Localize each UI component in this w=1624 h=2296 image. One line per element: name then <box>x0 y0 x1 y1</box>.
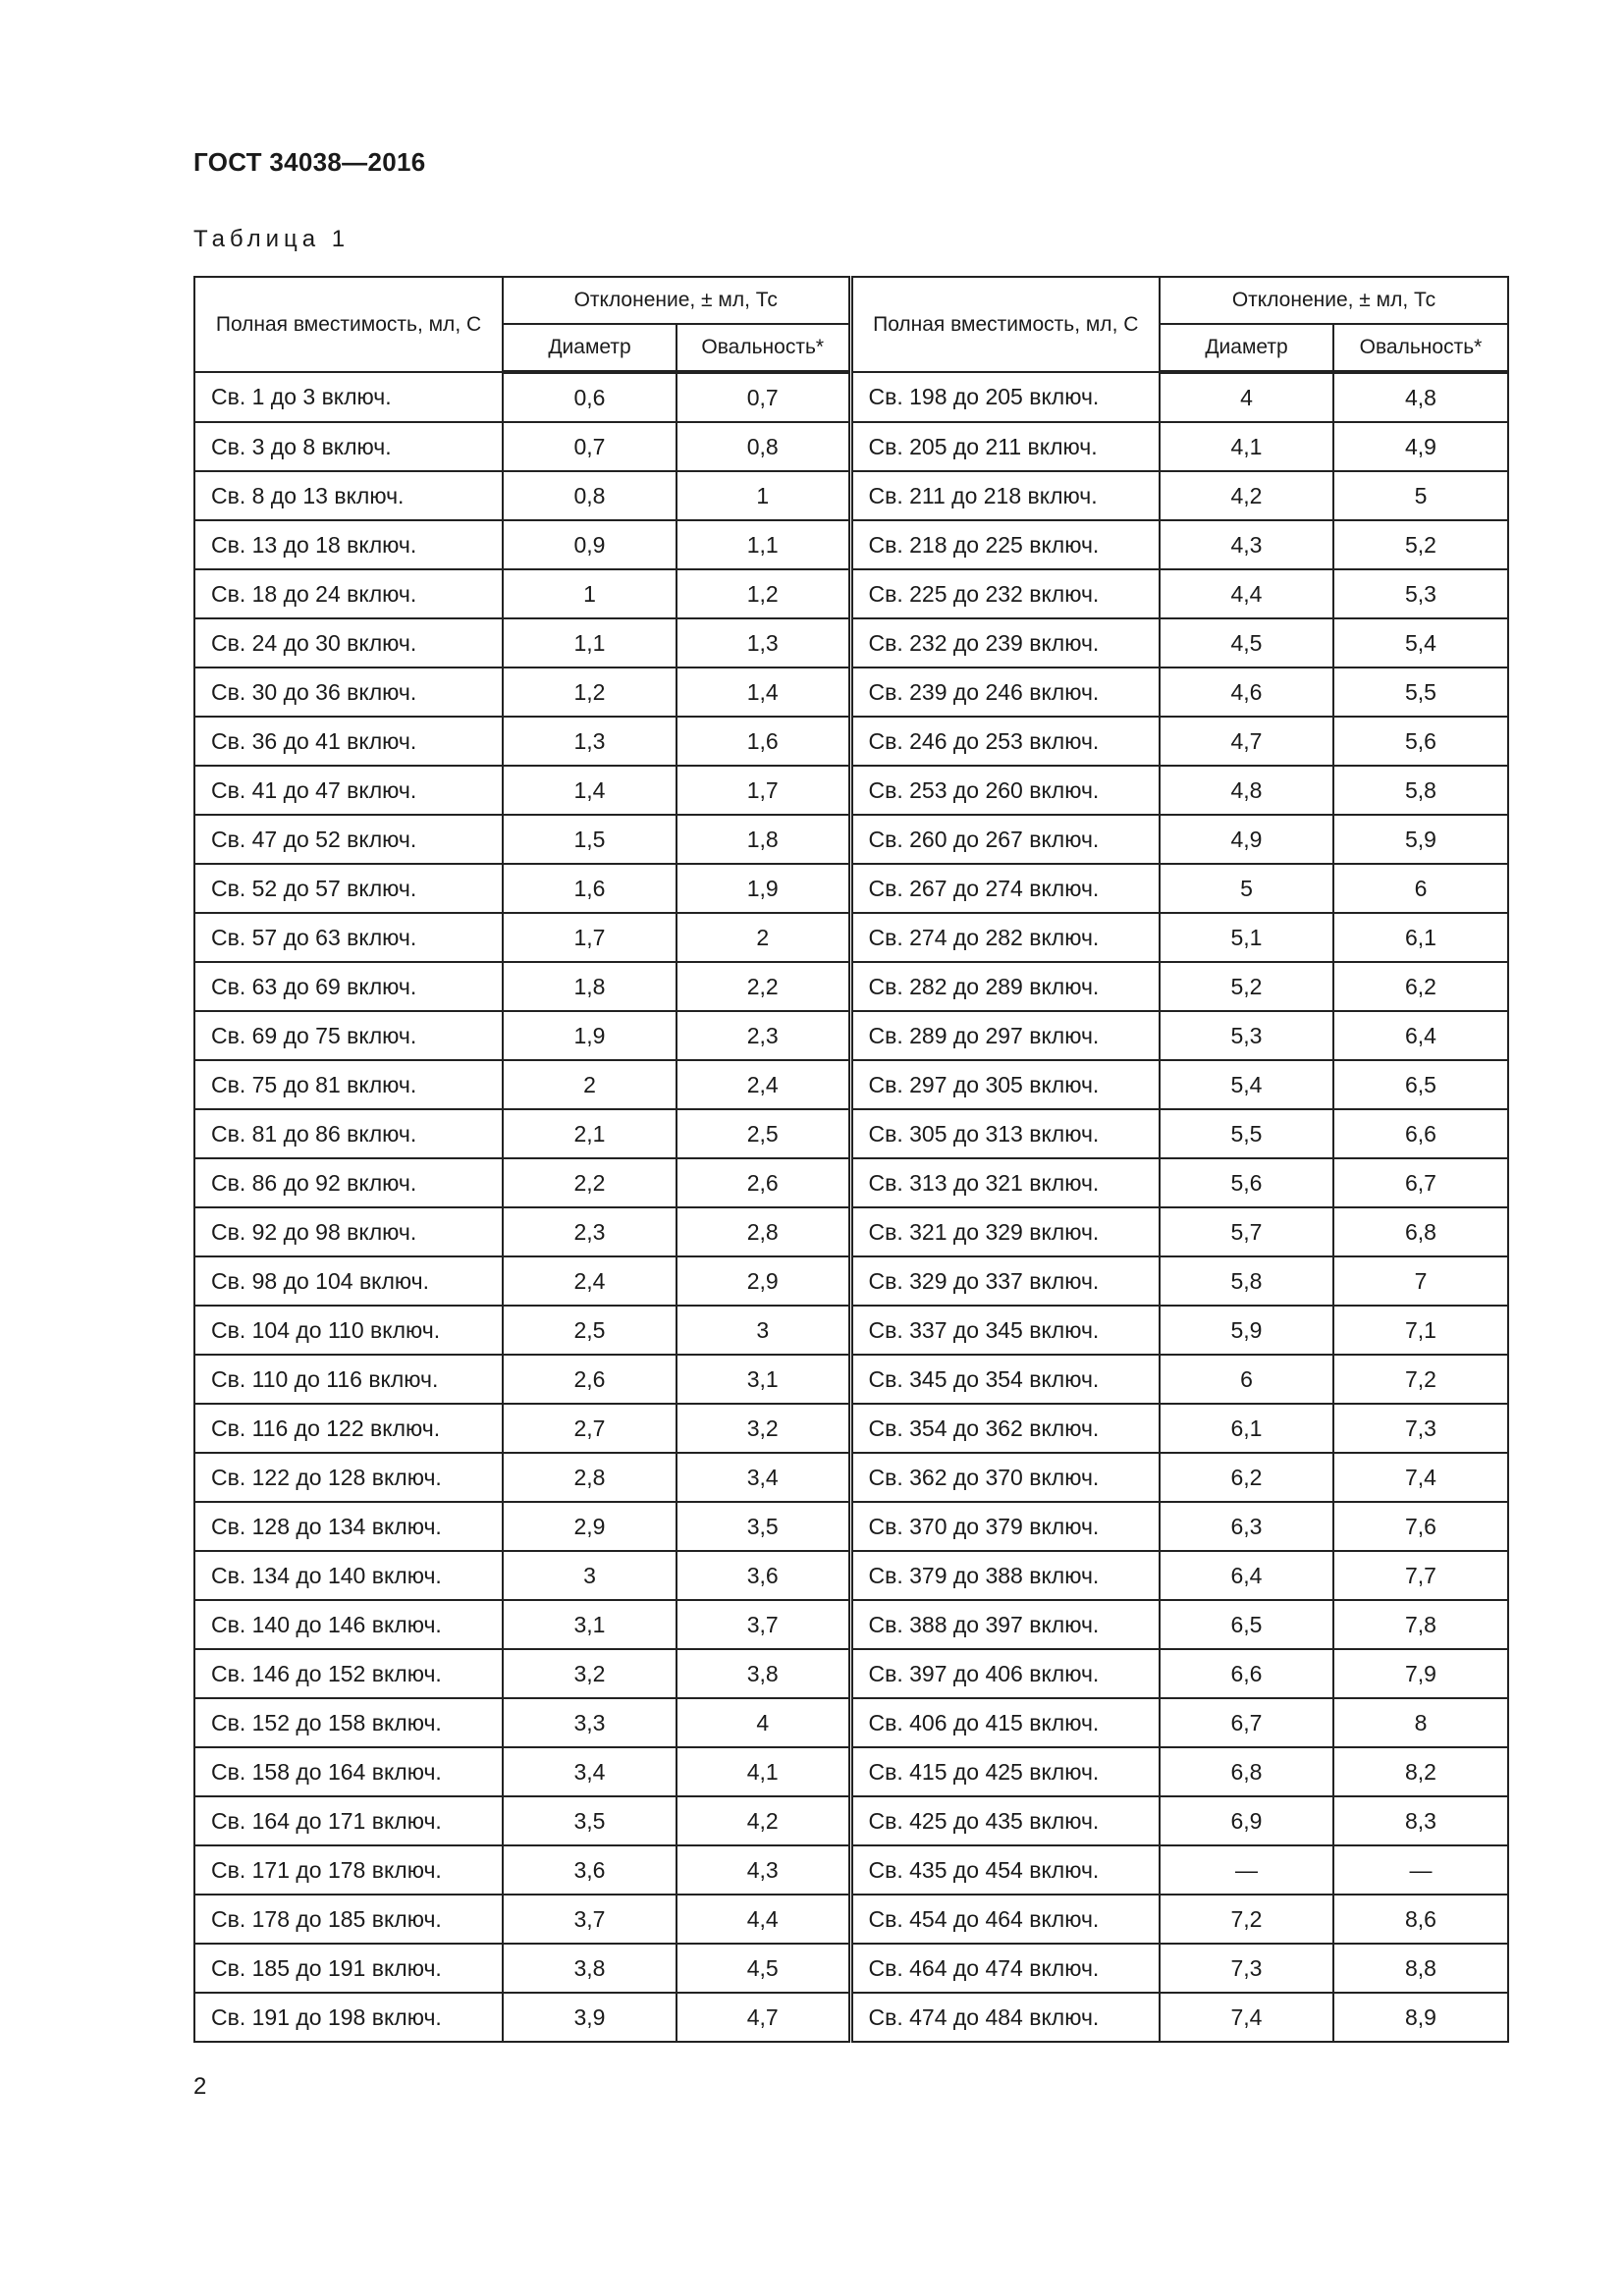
diameter-cell: 6 <box>1160 1355 1333 1404</box>
capacity-cell: Св. 185 до 191 включ. <box>194 1944 503 1993</box>
diameter-cell: 6,8 <box>1160 1747 1333 1796</box>
capacity-cell: Св. 122 до 128 включ. <box>194 1453 503 1502</box>
capacity-cell: Св. 406 до 415 включ. <box>850 1698 1160 1747</box>
ovality-cell: 7,2 <box>1333 1355 1508 1404</box>
ovality-cell: 1,7 <box>677 766 850 815</box>
diameter-cell: 3,4 <box>503 1747 677 1796</box>
capacity-cell: Св. 362 до 370 включ. <box>850 1453 1160 1502</box>
capacity-cell: Св. 3 до 8 включ. <box>194 422 503 471</box>
table-header <box>194 277 1508 372</box>
capacity-cell: Св. 24 до 30 включ. <box>194 618 503 667</box>
diameter-cell: — <box>1160 1845 1333 1895</box>
ovality-cell: 4,7 <box>677 1993 850 2042</box>
ovality-cell: 3,8 <box>677 1649 850 1698</box>
ovality-cell: 3,4 <box>677 1453 850 1502</box>
table-row <box>194 766 1508 815</box>
diameter-cell: 2,5 <box>503 1306 677 1355</box>
table-row <box>194 913 1508 962</box>
capacity-cell: Св. 52 до 57 включ. <box>194 864 503 913</box>
table-row <box>194 1256 1508 1306</box>
capacity-cell: Св. 260 до 267 включ. <box>850 815 1160 864</box>
ovality-cell: 2,4 <box>677 1060 850 1109</box>
capacity-cell: Св. 146 до 152 включ. <box>194 1649 503 1698</box>
ovality-cell: 1,4 <box>677 667 850 717</box>
capacity-cell: Св. 178 до 185 включ. <box>194 1895 503 1944</box>
diameter-cell: 0,8 <box>503 471 677 520</box>
capacity-cell: Св. 164 до 171 включ. <box>194 1796 503 1845</box>
table-row <box>194 1060 1508 1109</box>
capacity-cell: Св. 205 до 211 включ. <box>850 422 1160 471</box>
diameter-cell: 6,5 <box>1160 1600 1333 1649</box>
table-row <box>194 1404 1508 1453</box>
capacity-cell: Св. 305 до 313 включ. <box>850 1109 1160 1158</box>
ovality-cell: 2,6 <box>677 1158 850 1207</box>
diameter-cell: 5,7 <box>1160 1207 1333 1256</box>
diameter-cell: 4 <box>1160 372 1333 422</box>
header-diameter-right: Диаметр <box>1160 324 1333 372</box>
ovality-cell: — <box>1333 1845 1508 1895</box>
capacity-cell: Св. 8 до 13 включ. <box>194 471 503 520</box>
ovality-cell: 2,2 <box>677 962 850 1011</box>
table-row <box>194 1747 1508 1796</box>
diameter-cell: 5 <box>1160 864 1333 913</box>
diameter-cell: 3,1 <box>503 1600 677 1649</box>
table-row <box>194 1993 1508 2042</box>
ovality-cell: 6,6 <box>1333 1109 1508 1158</box>
ovality-cell: 5,3 <box>1333 569 1508 618</box>
ovality-cell: 7,6 <box>1333 1502 1508 1551</box>
ovality-cell: 6,1 <box>1333 913 1508 962</box>
capacity-cell: Св. 152 до 158 включ. <box>194 1698 503 1747</box>
ovality-cell: 2,9 <box>677 1256 850 1306</box>
table-row <box>194 569 1508 618</box>
diameter-cell: 6,6 <box>1160 1649 1333 1698</box>
table-row <box>194 717 1508 766</box>
capacity-cell: Св. 218 до 225 включ. <box>850 520 1160 569</box>
table-row <box>194 1698 1508 1747</box>
diameter-cell: 2 <box>503 1060 677 1109</box>
table-row <box>194 1355 1508 1404</box>
ovality-cell: 5,4 <box>1333 618 1508 667</box>
capacity-cell: Св. 345 до 354 включ. <box>850 1355 1160 1404</box>
ovality-cell: 6,7 <box>1333 1158 1508 1207</box>
capacity-cell: Св. 104 до 110 включ. <box>194 1306 503 1355</box>
capacity-cell: Св. 388 до 397 включ. <box>850 1600 1160 1649</box>
capacity-cell: Св. 198 до 205 включ. <box>850 372 1160 422</box>
capacity-cell: Св. 158 до 164 включ. <box>194 1747 503 1796</box>
ovality-cell: 0,8 <box>677 422 850 471</box>
capacity-cell: Св. 225 до 232 включ. <box>850 569 1160 618</box>
capacity-cell: Св. 191 до 198 включ. <box>194 1993 503 2042</box>
capacity-cell: Св. 47 до 52 включ. <box>194 815 503 864</box>
ovality-cell: 8,3 <box>1333 1796 1508 1845</box>
capacity-cell: Св. 464 до 474 включ. <box>850 1944 1160 1993</box>
capacity-cell: Св. 474 до 484 включ. <box>850 1993 1160 2042</box>
capacity-cell: Св. 282 до 289 включ. <box>850 962 1160 1011</box>
diameter-cell: 4,9 <box>1160 815 1333 864</box>
ovality-cell: 5 <box>1333 471 1508 520</box>
diameter-cell: 2,3 <box>503 1207 677 1256</box>
table-row <box>194 618 1508 667</box>
ovality-cell: 7,1 <box>1333 1306 1508 1355</box>
diameter-cell: 6,9 <box>1160 1796 1333 1845</box>
table-row <box>194 864 1508 913</box>
ovality-cell: 5,6 <box>1333 717 1508 766</box>
diameter-cell: 4,7 <box>1160 717 1333 766</box>
ovality-cell: 6,5 <box>1333 1060 1508 1109</box>
ovality-cell: 5,8 <box>1333 766 1508 815</box>
ovality-cell: 1,8 <box>677 815 850 864</box>
ovality-cell: 4,8 <box>1333 372 1508 422</box>
diameter-cell: 5,6 <box>1160 1158 1333 1207</box>
ovality-cell: 1,6 <box>677 717 850 766</box>
diameter-cell: 1,6 <box>503 864 677 913</box>
ovality-cell: 5,9 <box>1333 815 1508 864</box>
diameter-cell: 3,6 <box>503 1845 677 1895</box>
capacity-cell: Св. 81 до 86 включ. <box>194 1109 503 1158</box>
table-row <box>194 1011 1508 1060</box>
capacity-cell: Св. 297 до 305 включ. <box>850 1060 1160 1109</box>
diameter-cell: 2,4 <box>503 1256 677 1306</box>
diameter-cell: 3,2 <box>503 1649 677 1698</box>
capacity-cell: Св. 30 до 36 включ. <box>194 667 503 717</box>
table-container <box>193 276 1507 2043</box>
capacity-cell: Св. 337 до 345 включ. <box>850 1306 1160 1355</box>
ovality-cell: 3,6 <box>677 1551 850 1600</box>
capacity-cell: Св. 370 до 379 включ. <box>850 1502 1160 1551</box>
ovality-cell: 2,3 <box>677 1011 850 1060</box>
table-row <box>194 1207 1508 1256</box>
capacity-cell: Св. 134 до 140 включ. <box>194 1551 503 1600</box>
table-row <box>194 520 1508 569</box>
capacity-cell: Св. 128 до 134 включ. <box>194 1502 503 1551</box>
capacity-cell: Св. 415 до 425 включ. <box>850 1747 1160 1796</box>
ovality-cell: 6,4 <box>1333 1011 1508 1060</box>
diameter-cell: 5,8 <box>1160 1256 1333 1306</box>
diameter-cell: 1,1 <box>503 618 677 667</box>
diameter-cell: 5,3 <box>1160 1011 1333 1060</box>
diameter-cell: 3,3 <box>503 1698 677 1747</box>
table-row <box>194 471 1508 520</box>
diameter-cell: 7,3 <box>1160 1944 1333 1993</box>
document-title: ГОСТ 34038—2016 <box>193 147 426 177</box>
diameter-cell: 3,7 <box>503 1895 677 1944</box>
ovality-cell: 3,5 <box>677 1502 850 1551</box>
table-row <box>194 1551 1508 1600</box>
capacity-cell: Св. 321 до 329 включ. <box>850 1207 1160 1256</box>
capacity-cell: Св. 246 до 253 включ. <box>850 717 1160 766</box>
ovality-cell: 1,2 <box>677 569 850 618</box>
ovality-cell: 3 <box>677 1306 850 1355</box>
ovality-cell: 1,3 <box>677 618 850 667</box>
ovality-cell: 5,5 <box>1333 667 1508 717</box>
diameter-cell: 6,2 <box>1160 1453 1333 1502</box>
diameter-cell: 4,5 <box>1160 618 1333 667</box>
ovality-cell: 4,9 <box>1333 422 1508 471</box>
ovality-cell: 4,4 <box>677 1895 850 1944</box>
ovality-cell: 3,2 <box>677 1404 850 1453</box>
table-row <box>194 1306 1508 1355</box>
ovality-cell: 5,2 <box>1333 520 1508 569</box>
ovality-cell: 7,8 <box>1333 1600 1508 1649</box>
ovality-cell: 3,1 <box>677 1355 850 1404</box>
ovality-cell: 7,7 <box>1333 1551 1508 1600</box>
ovality-cell: 3,7 <box>677 1600 850 1649</box>
capacity-cell: Св. 267 до 274 включ. <box>850 864 1160 913</box>
table-body <box>194 372 1508 2042</box>
diameter-cell: 4,1 <box>1160 422 1333 471</box>
ovality-cell: 4,3 <box>677 1845 850 1895</box>
header-deviation-left: Отклонение, ± мл, Тс <box>503 277 850 324</box>
diameter-cell: 3,8 <box>503 1944 677 1993</box>
diameter-cell: 0,6 <box>503 372 677 422</box>
table-row <box>194 815 1508 864</box>
capacity-cell: Св. 13 до 18 включ. <box>194 520 503 569</box>
diameter-cell: 7,4 <box>1160 1993 1333 2042</box>
diameter-cell: 0,9 <box>503 520 677 569</box>
diameter-cell: 6,4 <box>1160 1551 1333 1600</box>
diameter-cell: 4,4 <box>1160 569 1333 618</box>
capacity-cell: Св. 354 до 362 включ. <box>850 1404 1160 1453</box>
diameter-cell: 0,7 <box>503 422 677 471</box>
ovality-cell: 1,9 <box>677 864 850 913</box>
ovality-cell: 6 <box>1333 864 1508 913</box>
diameter-cell: 2,6 <box>503 1355 677 1404</box>
capacity-cell: Св. 211 до 218 включ. <box>850 471 1160 520</box>
capacity-cell: Св. 379 до 388 включ. <box>850 1551 1160 1600</box>
diameter-cell: 1,2 <box>503 667 677 717</box>
diameter-cell: 5,9 <box>1160 1306 1333 1355</box>
ovality-cell: 6,8 <box>1333 1207 1508 1256</box>
diameter-cell: 4,6 <box>1160 667 1333 717</box>
capacity-cell: Св. 435 до 454 включ. <box>850 1845 1160 1895</box>
capacity-cell: Св. 110 до 116 включ. <box>194 1355 503 1404</box>
diameter-cell: 1,7 <box>503 913 677 962</box>
diameter-cell: 4,3 <box>1160 520 1333 569</box>
diameter-cell: 3,5 <box>503 1796 677 1845</box>
ovality-cell: 1,1 <box>677 520 850 569</box>
ovality-cell: 8,8 <box>1333 1944 1508 1993</box>
capacity-cell: Св. 57 до 63 включ. <box>194 913 503 962</box>
diameter-cell: 1,4 <box>503 766 677 815</box>
capacity-cell: Св. 289 до 297 включ. <box>850 1011 1160 1060</box>
capacity-cell: Св. 239 до 246 включ. <box>850 667 1160 717</box>
table-row <box>194 1502 1508 1551</box>
table-row <box>194 1600 1508 1649</box>
capacity-cell: Св. 98 до 104 включ. <box>194 1256 503 1306</box>
diameter-cell: 1 <box>503 569 677 618</box>
table-row <box>194 1649 1508 1698</box>
capacity-cell: Св. 63 до 69 включ. <box>194 962 503 1011</box>
table-row <box>194 1453 1508 1502</box>
capacity-cell: Св. 313 до 321 включ. <box>850 1158 1160 1207</box>
ovality-cell: 7,9 <box>1333 1649 1508 1698</box>
capacity-cell: Св. 1 до 3 включ. <box>194 372 503 422</box>
table-row <box>194 422 1508 471</box>
ovality-cell: 2,8 <box>677 1207 850 1256</box>
capacity-cell: Св. 86 до 92 включ. <box>194 1158 503 1207</box>
header-deviation-right: Отклонение, ± мл, Тс <box>1160 277 1508 324</box>
capacity-cell: Св. 140 до 146 включ. <box>194 1600 503 1649</box>
table-row <box>194 372 1508 422</box>
header-ovality-left: Овальность* <box>677 324 850 372</box>
capacity-cell: Св. 253 до 260 включ. <box>850 766 1160 815</box>
ovality-cell: 6,2 <box>1333 962 1508 1011</box>
capacity-cell: Св. 171 до 178 включ. <box>194 1845 503 1895</box>
header-capacity-right: Полная вместимость, мл, С <box>850 277 1160 372</box>
diameter-cell: 1,8 <box>503 962 677 1011</box>
table-row <box>194 1109 1508 1158</box>
ovality-cell: 4,1 <box>677 1747 850 1796</box>
diameter-cell: 1,3 <box>503 717 677 766</box>
capacity-cell: Св. 92 до 98 включ. <box>194 1207 503 1256</box>
table-row <box>194 1944 1508 1993</box>
capacity-cell: Св. 397 до 406 включ. <box>850 1649 1160 1698</box>
header-diameter-left: Диаметр <box>503 324 677 372</box>
diameter-cell: 2,1 <box>503 1109 677 1158</box>
ovality-cell: 7 <box>1333 1256 1508 1306</box>
ovality-cell: 8,2 <box>1333 1747 1508 1796</box>
capacity-cell: Св. 425 до 435 включ. <box>850 1796 1160 1845</box>
table-caption: Таблица 1 <box>193 226 351 252</box>
table-row <box>194 1895 1508 1944</box>
diameter-cell: 4,2 <box>1160 471 1333 520</box>
diameter-cell: 6,7 <box>1160 1698 1333 1747</box>
ovality-cell: 2 <box>677 913 850 962</box>
ovality-cell: 8,6 <box>1333 1895 1508 1944</box>
table-row <box>194 962 1508 1011</box>
capacity-cell: Св. 232 до 239 включ. <box>850 618 1160 667</box>
deviation-table <box>193 276 1509 2043</box>
diameter-cell: 5,4 <box>1160 1060 1333 1109</box>
capacity-cell: Св. 69 до 75 включ. <box>194 1011 503 1060</box>
diameter-cell: 1,9 <box>503 1011 677 1060</box>
diameter-cell: 5,1 <box>1160 913 1333 962</box>
header-ovality-right: Овальность* <box>1333 324 1508 372</box>
table-row <box>194 1845 1508 1895</box>
diameter-cell: 5,2 <box>1160 962 1333 1011</box>
diameter-cell: 3 <box>503 1551 677 1600</box>
diameter-cell: 6,1 <box>1160 1404 1333 1453</box>
ovality-cell: 4,2 <box>677 1796 850 1845</box>
diameter-cell: 2,2 <box>503 1158 677 1207</box>
capacity-cell: Св. 329 до 337 включ. <box>850 1256 1160 1306</box>
diameter-cell: 3,9 <box>503 1993 677 2042</box>
ovality-cell: 7,3 <box>1333 1404 1508 1453</box>
capacity-cell: Св. 274 до 282 включ. <box>850 913 1160 962</box>
capacity-cell: Св. 75 до 81 включ. <box>194 1060 503 1109</box>
ovality-cell: 2,5 <box>677 1109 850 1158</box>
capacity-cell: Св. 116 до 122 включ. <box>194 1404 503 1453</box>
diameter-cell: 6,3 <box>1160 1502 1333 1551</box>
ovality-cell: 4,5 <box>677 1944 850 1993</box>
ovality-cell: 7,4 <box>1333 1453 1508 1502</box>
table-row <box>194 1796 1508 1845</box>
ovality-cell: 1 <box>677 471 850 520</box>
ovality-cell: 4 <box>677 1698 850 1747</box>
ovality-cell: 8,9 <box>1333 1993 1508 2042</box>
diameter-cell: 2,9 <box>503 1502 677 1551</box>
capacity-cell: Св. 41 до 47 включ. <box>194 766 503 815</box>
header-capacity-left: Полная вместимость, мл, С <box>194 277 503 372</box>
diameter-cell: 4,8 <box>1160 766 1333 815</box>
diameter-cell: 5,5 <box>1160 1109 1333 1158</box>
ovality-cell: 0,7 <box>677 372 850 422</box>
page-number: 2 <box>193 2073 207 2100</box>
diameter-cell: 1,5 <box>503 815 677 864</box>
diameter-cell: 2,7 <box>503 1404 677 1453</box>
diameter-cell: 2,8 <box>503 1453 677 1502</box>
capacity-cell: Св. 18 до 24 включ. <box>194 569 503 618</box>
table-row <box>194 667 1508 717</box>
capacity-cell: Св. 36 до 41 включ. <box>194 717 503 766</box>
capacity-cell: Св. 454 до 464 включ. <box>850 1895 1160 1944</box>
table-row <box>194 1158 1508 1207</box>
ovality-cell: 8 <box>1333 1698 1508 1747</box>
diameter-cell: 7,2 <box>1160 1895 1333 1944</box>
